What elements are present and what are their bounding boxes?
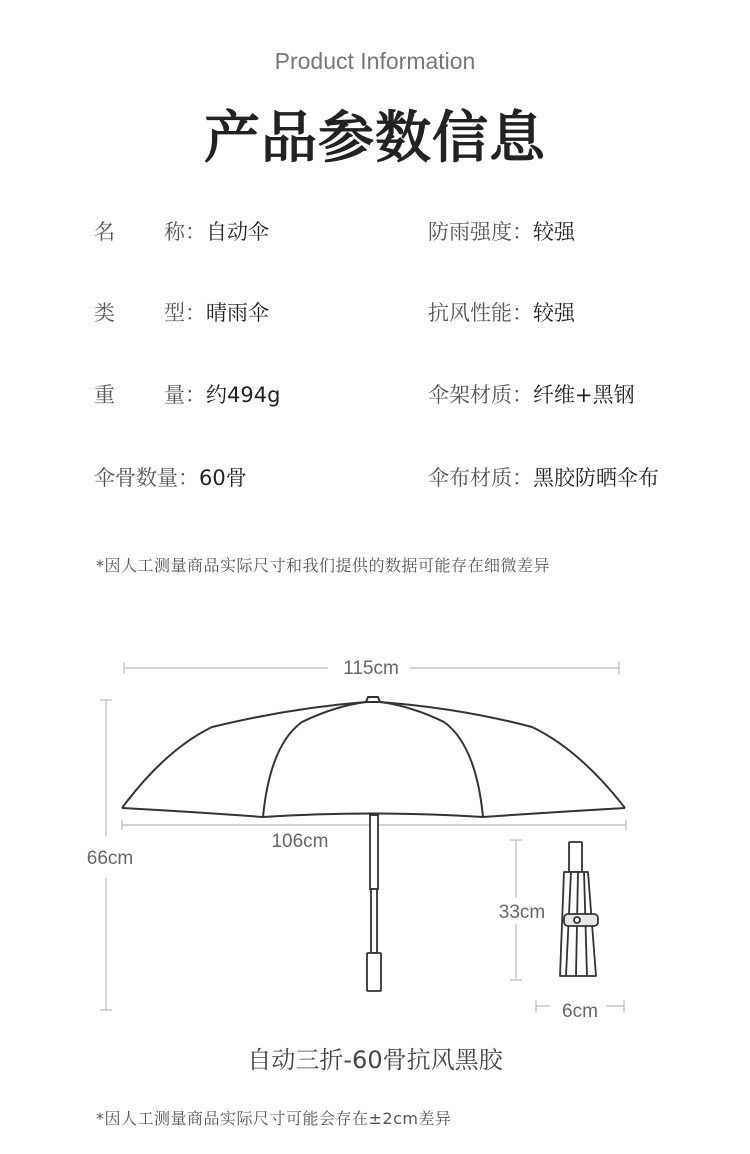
spec-rib-count bbox=[94, 458, 247, 498]
spec-value: 约494g bbox=[206, 383, 281, 407]
spec-row bbox=[0, 212, 750, 252]
spec-label: 类 bbox=[94, 301, 115, 325]
measurement-note: *因人工测量商品实际尺寸和我们提供的数据可能存在细微差异 bbox=[96, 556, 551, 575]
spec-label: 重 bbox=[94, 383, 115, 407]
folded-umbrella bbox=[560, 842, 598, 976]
umbrella-canopy bbox=[122, 697, 625, 817]
open-width-label: 115cm bbox=[343, 658, 399, 679]
spec-label: 防雨强度： bbox=[428, 220, 533, 244]
spec-name bbox=[94, 212, 269, 252]
spec-value: 较强 bbox=[533, 301, 575, 325]
spec-value: 晴雨伞 bbox=[206, 301, 269, 325]
spec-label: 抗风性能： bbox=[428, 301, 533, 325]
spec-label: 名 bbox=[94, 220, 115, 244]
spec-frame-material bbox=[428, 375, 635, 415]
open-height-label: 66cm bbox=[86, 848, 134, 869]
folded-length-label: 33cm bbox=[498, 902, 546, 923]
umbrella-dimension-diagram bbox=[0, 640, 750, 1040]
spec-row bbox=[0, 458, 750, 498]
spec-row bbox=[0, 375, 750, 415]
tolerance-note: *因人工测量商品实际尺寸可能会存在±2cm差异 bbox=[96, 1109, 452, 1128]
spec-value: 较强 bbox=[533, 220, 575, 244]
spec-fabric-material bbox=[428, 458, 659, 498]
spec-label: 伞骨数量： bbox=[94, 466, 199, 490]
spec-type bbox=[94, 293, 269, 333]
canopy-span-label: 106cm bbox=[271, 831, 329, 852]
spec-value: 60骨 bbox=[199, 466, 247, 490]
spec-value: 自动伞 bbox=[206, 220, 269, 244]
product-caption: 自动三折-60骨抗风黑胶 bbox=[247, 1046, 503, 1074]
folded-width-label: 6cm bbox=[562, 1001, 598, 1022]
spec-label: 伞架材质： bbox=[428, 383, 533, 407]
umbrella-shaft bbox=[367, 815, 381, 991]
spec-value: 纤维+黑钢 bbox=[533, 383, 635, 407]
spec-label: 型： bbox=[164, 301, 206, 325]
page-title: 产品参数信息 bbox=[204, 106, 546, 171]
product-subtitle: Product Information bbox=[274, 48, 476, 74]
spec-rain-resistance bbox=[428, 212, 575, 252]
spec-weight bbox=[94, 375, 280, 415]
spec-row bbox=[0, 293, 750, 333]
spec-value: 黑胶防晒伞布 bbox=[533, 466, 659, 490]
spec-wind-resistance bbox=[428, 293, 575, 333]
spec-label: 伞布材质： bbox=[428, 466, 533, 490]
spec-label: 量： bbox=[164, 383, 206, 407]
spec-label: 称： bbox=[164, 220, 206, 244]
